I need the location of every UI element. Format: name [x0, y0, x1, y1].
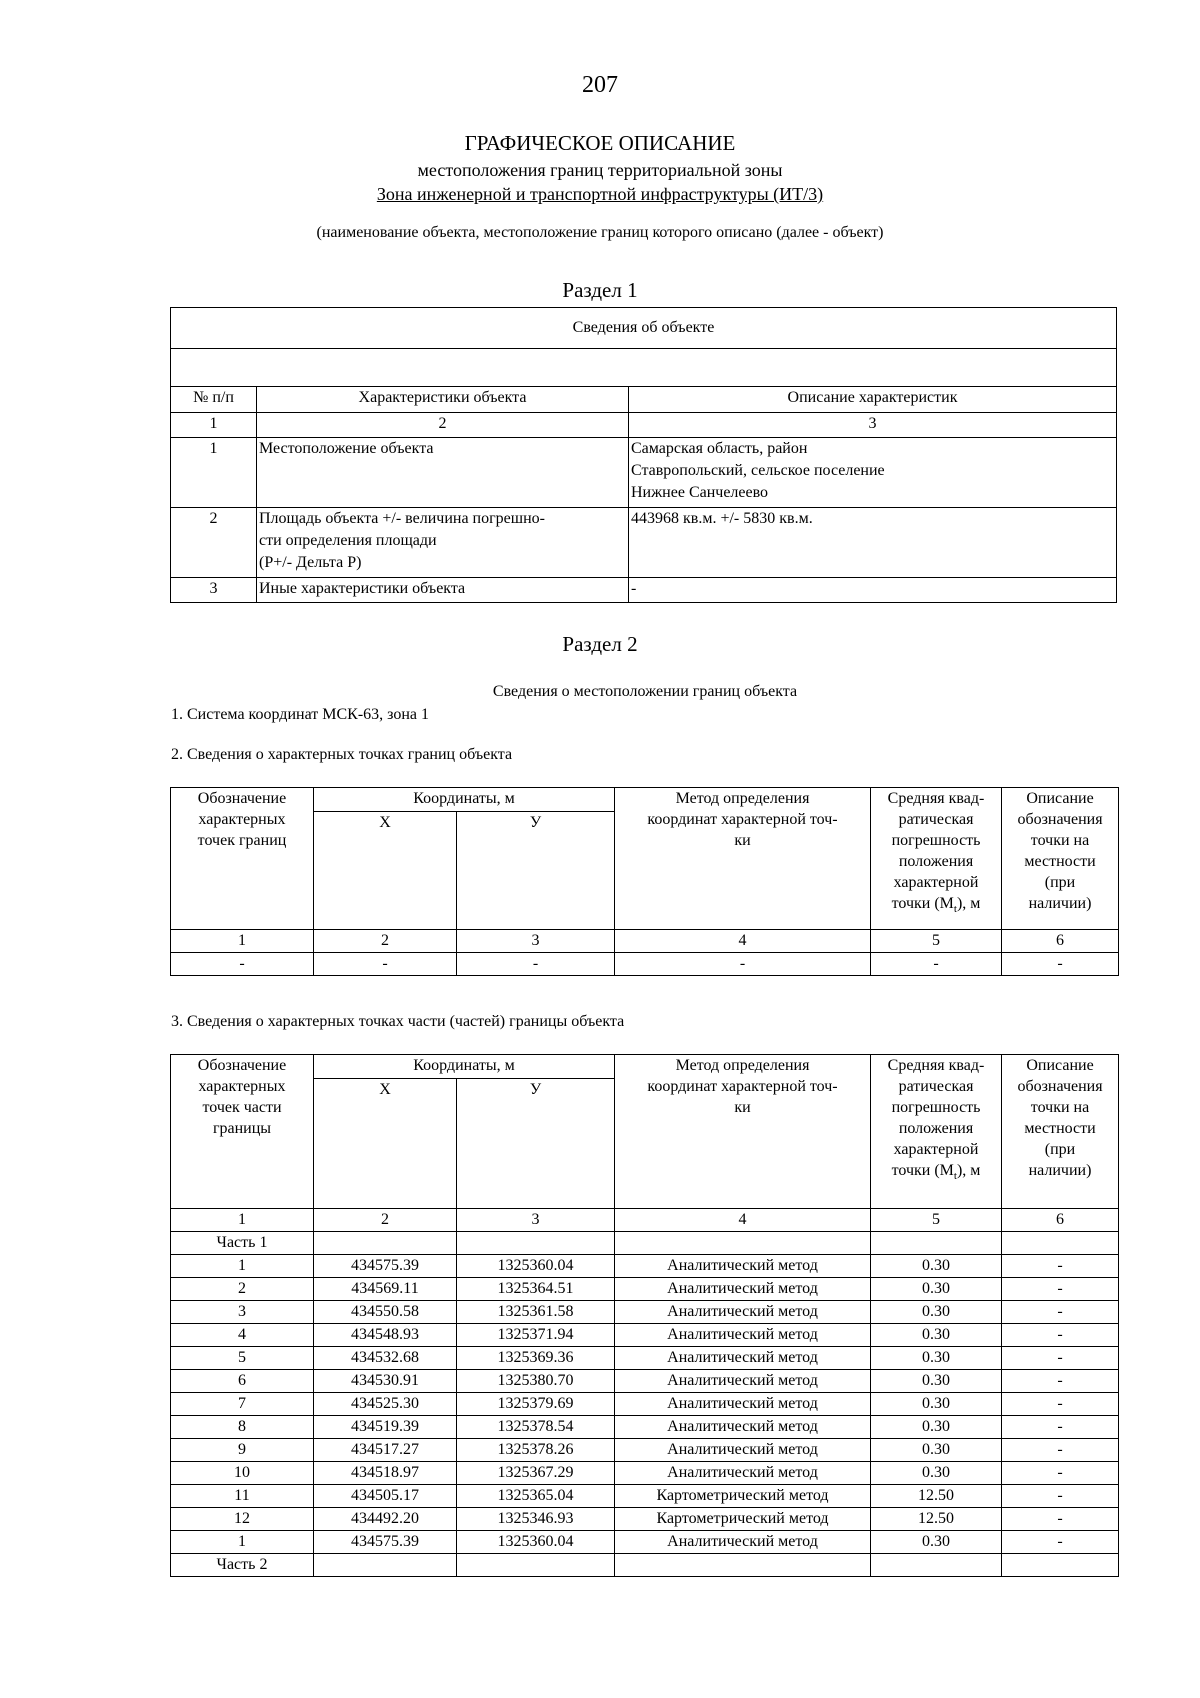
- point-description: -: [1002, 1301, 1119, 1324]
- characteristic-description: Самарская область, район Ставропольский, сельское поселение Нижнее Санчелеево: [629, 438, 1117, 508]
- table-row: [171, 578, 1117, 603]
- y-coordinate: 1325367.29: [457, 1462, 615, 1485]
- characteristic-description: 443968 кв.м. +/- 5830 кв.м.: [629, 508, 1117, 578]
- column-number: 2: [257, 413, 629, 438]
- point-number: 4: [171, 1324, 314, 1347]
- description-header: Описание обозначения точки на местности (при наличии): [1002, 788, 1119, 930]
- object-name-note: (наименование объекта, местоположение границ которого описано (далее - объект): [316, 224, 884, 241]
- table-cell: -: [314, 953, 457, 976]
- x-coordinate: 434532.68: [314, 1347, 457, 1370]
- part-label: Часть 2: [171, 1554, 314, 1577]
- coordinate-system: 1. Система координат МСК-63, зона 1: [171, 706, 430, 723]
- table-cell: -: [871, 953, 1002, 976]
- coordinates-header: Координаты, м: [314, 1055, 615, 1079]
- point-description: -: [1002, 1462, 1119, 1485]
- x-coordinate: 434518.97: [314, 1462, 457, 1485]
- object-name: Зона инженерной и транспортной инфраструктуры (ИТ/3): [376, 184, 824, 204]
- designation-header: Обозначение характерных точек границ: [171, 788, 314, 930]
- x-coordinate: 434519.39: [314, 1416, 457, 1439]
- x-coordinate: 434548.93: [314, 1324, 457, 1347]
- method-header: Метод определения координат характерной точ- ки: [615, 788, 871, 930]
- mean-error: 0.30: [871, 1531, 1002, 1554]
- error-header: Средняя квад- ратическая погрешность положения характерной точки $(М_t)$, м: [871, 788, 1002, 930]
- mean-error: 0.30: [871, 1255, 1002, 1278]
- mean-error: 12.50: [871, 1508, 1002, 1531]
- table-row: [171, 1278, 1119, 1301]
- section2-heading: Сведения о местоположении границ объекта: [492, 683, 798, 700]
- column-number: 1: [171, 1209, 314, 1232]
- column-number: 2: [314, 930, 457, 953]
- method: Аналитический метод: [615, 1462, 871, 1485]
- y-coordinate: 1325378.54: [457, 1416, 615, 1439]
- characteristic-name: Местоположение объекта: [257, 438, 629, 508]
- point-number: 1: [171, 1531, 314, 1554]
- part-row: [171, 1232, 1119, 1255]
- method: Аналитический метод: [615, 1255, 871, 1278]
- characteristic-description: -: [629, 578, 1117, 603]
- table-cell: -: [171, 953, 314, 976]
- method: Аналитический метод: [615, 1370, 871, 1393]
- mean-error: 0.30: [871, 1416, 1002, 1439]
- mean-error: 0.30: [871, 1324, 1002, 1347]
- point-number: 2: [171, 1278, 314, 1301]
- point-description: -: [1002, 1508, 1119, 1531]
- point-description: -: [1002, 1324, 1119, 1347]
- y-coordinate: 1325378.26: [457, 1439, 615, 1462]
- x-coordinate: 434530.91: [314, 1370, 457, 1393]
- x-coordinate: 434505.17: [314, 1485, 457, 1508]
- column-number: 3: [629, 413, 1117, 438]
- coordinates-header: Координаты, м: [314, 788, 615, 812]
- mean-error: 0.30: [871, 1439, 1002, 1462]
- y-coordinate: 1325379.69: [457, 1393, 615, 1416]
- parts-section-title: 3. Сведения о характерных точках части (частей) границы объекта: [171, 1013, 625, 1030]
- x-coordinate: 434517.27: [314, 1439, 457, 1462]
- point-number: 5: [171, 1347, 314, 1370]
- table-cell: -: [457, 953, 615, 976]
- x-header: Х: [314, 812, 457, 930]
- x-coordinate: 434575.39: [314, 1255, 457, 1278]
- point-number: 11: [171, 1485, 314, 1508]
- section1-title: Раздел 1: [562, 278, 638, 302]
- point-description: -: [1002, 1485, 1119, 1508]
- point-description: -: [1002, 1393, 1119, 1416]
- column-number: 6: [1002, 930, 1119, 953]
- characteristic-name: Иные характеристики объекта: [257, 578, 629, 603]
- method: Картометрический метод: [615, 1485, 871, 1508]
- point-number: 3: [171, 1301, 314, 1324]
- table-row: [171, 1508, 1119, 1531]
- boundary-points-table: [170, 787, 1119, 976]
- x-coordinate: 434569.11: [314, 1278, 457, 1301]
- x-header: Х: [314, 1079, 457, 1209]
- table-row: [171, 1393, 1119, 1416]
- empty-row: [171, 349, 1117, 387]
- table-cell: -: [1002, 953, 1119, 976]
- table-row: [171, 1439, 1119, 1462]
- point-number: 7: [171, 1393, 314, 1416]
- mean-error: 0.30: [871, 1462, 1002, 1485]
- method: Аналитический метод: [615, 1324, 871, 1347]
- x-coordinate: 434550.58: [314, 1301, 457, 1324]
- document-title: ГРАФИЧЕСКОЕ ОПИСАНИЕ: [464, 131, 736, 155]
- table-row: [171, 1416, 1119, 1439]
- method: Аналитический метод: [615, 1416, 871, 1439]
- table-row: [171, 1485, 1119, 1508]
- point-description: -: [1002, 1416, 1119, 1439]
- section2-title: Раздел 2: [562, 632, 638, 656]
- table-row: [171, 1255, 1119, 1278]
- point-number: 9: [171, 1439, 314, 1462]
- point-description: -: [1002, 1347, 1119, 1370]
- row-number: 1: [171, 438, 257, 508]
- column-header: Описание характеристик: [629, 387, 1117, 413]
- designation-header: Обозначение характерных точек части границы: [171, 1055, 314, 1209]
- table-row: [171, 1301, 1119, 1324]
- y-header: У: [457, 812, 615, 930]
- x-coordinate: 434492.20: [314, 1508, 457, 1531]
- column-number: 5: [871, 930, 1002, 953]
- point-description: -: [1002, 1370, 1119, 1393]
- table-row: [171, 508, 1117, 578]
- column-number: 6: [1002, 1209, 1119, 1232]
- description-header: Описание обозначения точки на местности (при наличии): [1002, 1055, 1119, 1209]
- method: Аналитический метод: [615, 1531, 871, 1554]
- x-coordinate: 434575.39: [314, 1531, 457, 1554]
- points-section-title: 2. Сведения о характерных точках границ объекта: [171, 746, 513, 763]
- y-coordinate: 1325361.58: [457, 1301, 615, 1324]
- table-row: [171, 953, 1119, 976]
- method-header: Метод определения координат характерной точ- ки: [615, 1055, 871, 1209]
- method: Аналитический метод: [615, 1278, 871, 1301]
- y-coordinate: 1325360.04: [457, 1531, 615, 1554]
- column-number: 4: [615, 1209, 871, 1232]
- column-number: 2: [314, 1209, 457, 1232]
- part-label: Часть 1: [171, 1232, 314, 1255]
- y-coordinate: 1325346.93: [457, 1508, 615, 1531]
- row-number: 3: [171, 578, 257, 603]
- part1-rows: [171, 1255, 1119, 1554]
- table-row: [171, 1324, 1119, 1347]
- y-coordinate: 1325365.04: [457, 1485, 615, 1508]
- object-info-table: [170, 307, 1117, 603]
- table-cell: -: [615, 953, 871, 976]
- table-row: [171, 1370, 1119, 1393]
- point-description: -: [1002, 1531, 1119, 1554]
- error-header: Средняя квад- ратическая погрешность положения характерной точки $(М_t)$, м: [871, 1055, 1002, 1209]
- column-number: 1: [171, 930, 314, 953]
- row-number: 2: [171, 508, 257, 578]
- column-number: 3: [457, 1209, 615, 1232]
- method: Аналитический метод: [615, 1301, 871, 1324]
- y-coordinate: 1325371.94: [457, 1324, 615, 1347]
- method: Картометрический метод: [615, 1508, 871, 1531]
- document-subtitle: местоположения границ территориальной зоны: [417, 160, 783, 180]
- method: Аналитический метод: [615, 1439, 871, 1462]
- y-coordinate: 1325364.51: [457, 1278, 615, 1301]
- point-number: 12: [171, 1508, 314, 1531]
- method: Аналитический метод: [615, 1347, 871, 1370]
- table-row: [171, 438, 1117, 508]
- table-row: [171, 1531, 1119, 1554]
- point-number: 10: [171, 1462, 314, 1485]
- column-header: Характеристики объекта: [257, 387, 629, 413]
- point-description: -: [1002, 1255, 1119, 1278]
- column-header: № п/п: [171, 387, 257, 413]
- mean-error: 0.30: [871, 1393, 1002, 1416]
- point-number: 1: [171, 1255, 314, 1278]
- point-number: 6: [171, 1370, 314, 1393]
- page-number: 207: [582, 72, 618, 98]
- y-coordinate: 1325369.36: [457, 1347, 615, 1370]
- mean-error: 12.50: [871, 1485, 1002, 1508]
- mean-error: 0.30: [871, 1370, 1002, 1393]
- table-row: [171, 1347, 1119, 1370]
- point-number: 8: [171, 1416, 314, 1439]
- y-coordinate: 1325380.70: [457, 1370, 615, 1393]
- table-title: Сведения об объекте: [171, 308, 1117, 349]
- column-number: 5: [871, 1209, 1002, 1232]
- y-header: У: [457, 1079, 615, 1209]
- mean-error: 0.30: [871, 1347, 1002, 1370]
- mean-error: 0.30: [871, 1301, 1002, 1324]
- mean-error: 0.30: [871, 1278, 1002, 1301]
- column-number: 4: [615, 930, 871, 953]
- column-number: 3: [457, 930, 615, 953]
- column-number: 1: [171, 413, 257, 438]
- point-description: -: [1002, 1439, 1119, 1462]
- part-row: [171, 1554, 1119, 1577]
- y-coordinate: 1325360.04: [457, 1255, 615, 1278]
- part-points-table: [170, 1054, 1119, 1577]
- characteristic-name: Площадь объекта +/- величина погрешно- сти определения площади (Р+/- Дельта Р): [257, 508, 629, 578]
- table-row: [171, 1462, 1119, 1485]
- method: Аналитический метод: [615, 1393, 871, 1416]
- point-description: -: [1002, 1278, 1119, 1301]
- x-coordinate: 434525.30: [314, 1393, 457, 1416]
